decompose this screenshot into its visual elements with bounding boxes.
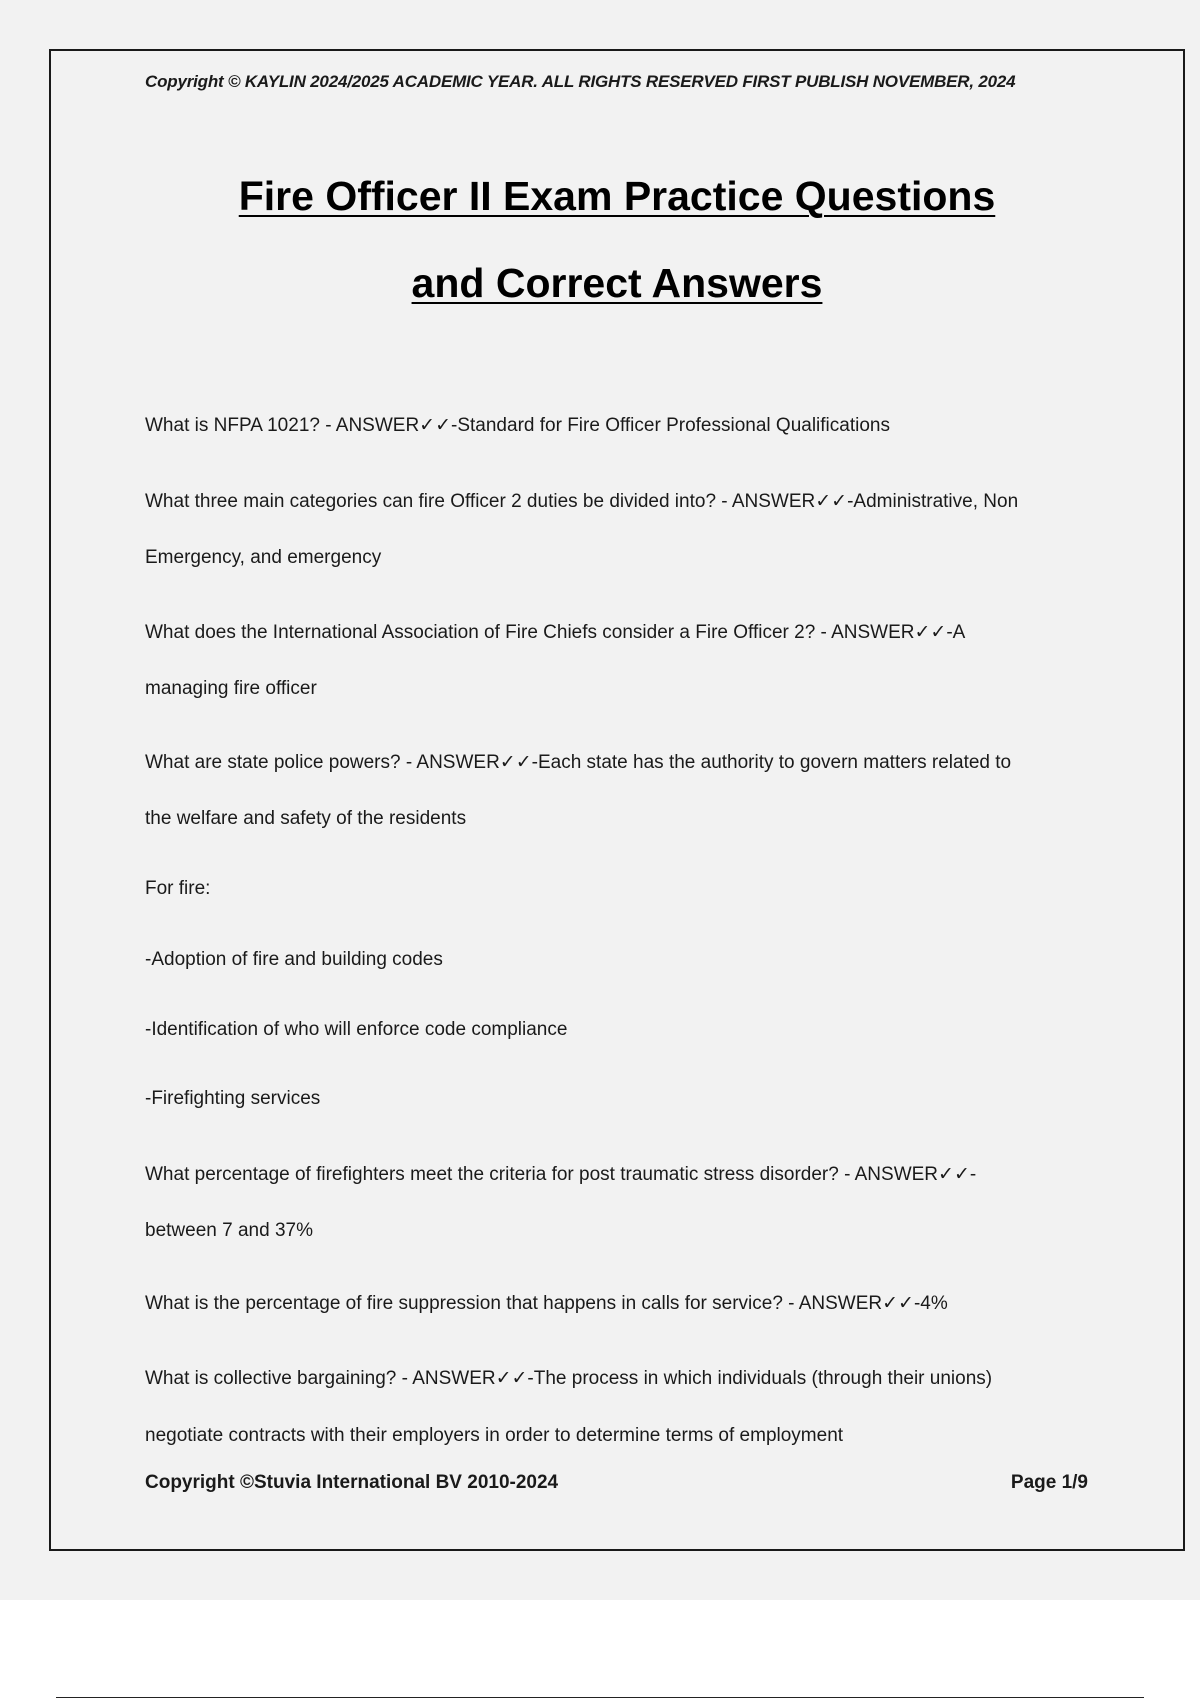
- qa-line: What does the International Association of Fire Chiefs consider a Fire Officer 2? - ANSWER✓✓-A: [145, 622, 966, 643]
- document-title-line-1: Fire Officer II Exam Practice Questions: [238, 173, 996, 219]
- footer-copyright: Copyright ©Stuvia International BV 2010-2024: [145, 1472, 559, 1493]
- header-copyright: Copyright © KAYLIN 2024/2025 ACADEMIC YEAR. ALL RIGHTS RESERVED FIRST PUBLISH NOVEMBER, 2024: [145, 72, 1016, 91]
- qa-line: What percentage of firefighters meet the criteria for post traumatic stress disorder? - ANSWER✓✓-: [145, 1164, 977, 1185]
- qa-line: -Adoption of fire and building codes: [145, 949, 443, 970]
- qa-line: negotiate contracts with their employers in order to determine terms of employment: [145, 1425, 844, 1446]
- page-number: Page 1/9: [1010, 1472, 1088, 1493]
- qa-line: What are state police powers? - ANSWER✓✓-Each state has the authority to govern matters related to: [145, 752, 1012, 773]
- qa-line: Emergency, and emergency: [145, 547, 382, 568]
- qa-line: -Identification of who will enforce code compliance: [145, 1019, 568, 1040]
- qa-line: What three main categories can fire Officer 2 duties be divided into? - ANSWER✓✓-Administrative, Non: [145, 491, 1019, 512]
- qa-line: What is the percentage of fire suppression that happens in calls for service? - ANSWER✓✓-4%: [145, 1293, 948, 1314]
- qa-line: the welfare and safety of the residents: [145, 808, 467, 829]
- qa-line: What is NFPA 1021? - ANSWER✓✓-Standard for Fire Officer Professional Qualifications: [145, 415, 890, 436]
- qa-line: between 7 and 37%: [145, 1220, 313, 1241]
- qa-line: For fire:: [145, 878, 211, 899]
- document-title-line-2: and Correct Answers: [411, 260, 823, 306]
- qa-line: What is collective bargaining? - ANSWER✓✓-The process in which individuals (through their unions): [145, 1368, 993, 1389]
- qa-line: managing fire officer: [145, 678, 317, 699]
- bottom-divider: [56, 1697, 1144, 1698]
- qa-line: -Firefighting services: [145, 1088, 321, 1109]
